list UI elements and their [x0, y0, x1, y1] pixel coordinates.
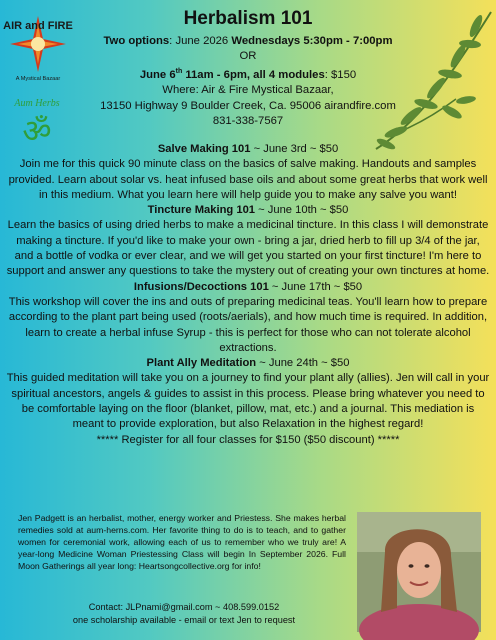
section-heading: [6, 280, 490, 295]
register-offer: ***** Register for all four classes for $150 ($50 discount) *****: [96, 433, 400, 446]
section-date: ~ June 24th ~ $50: [256, 357, 350, 370]
section-date: ~ June 10th ~ $50: [255, 204, 349, 217]
airfire-logo-tagline: A Mystical Bazaar: [15, 76, 61, 82]
options-label: Two options: [103, 35, 170, 47]
section-title: Infusions/Decoctions 101: [133, 280, 269, 293]
section-heading: [6, 203, 490, 218]
instructor-photo: [357, 512, 481, 632]
section-title: Salve Making 101: [157, 143, 251, 155]
scholarship-line: one scholarship available - email or text Jen to request: [72, 614, 296, 625]
june6-label: June 6: [139, 69, 176, 82]
section-title: Tincture Making 101: [147, 204, 256, 217]
airfire-logo-text: AIR and FIRE: [3, 20, 73, 32]
june6-sup: th: [175, 68, 183, 76]
june6-line: [80, 64, 416, 83]
address-line: 13150 Highway 9 Boulder Creek, Ca. 95006 airandfire.com: [100, 99, 396, 112]
section-body: Join me for this quick 90 minute class on the basics of salve making. Handouts and samples provided. Learn about solar vs. heat infused base oils and about some great herbs that work well in this medium. What you learn here will help guide you to make any salve you want!: [8, 158, 488, 201]
schedule-header: [80, 34, 416, 129]
june6-price: : $150: [324, 69, 357, 82]
section-title: Plant Ally Meditation: [146, 357, 257, 370]
or-line: OR: [239, 50, 257, 63]
class-sections: [6, 142, 490, 448]
contact-line: Contact: JLPnami@gmail.com ~ 408.599.0152: [88, 602, 280, 612]
options-day-time: Wednesdays 5:30pm - 7:00pm: [231, 35, 393, 47]
phone-line: 831-338-7567: [212, 114, 284, 127]
section-heading: [6, 142, 490, 157]
where-line: Where: Air & Fire Mystical Bazaar,: [162, 84, 334, 97]
section-date: ~ June 3rd ~ $50: [250, 143, 339, 155]
section-body: Learn the basics of using dried herbs to make a medicinal tincture. In this class I will demonstrate making a tincture. If you'd like to make your own - bring a jar, dried herb to fill up 3/4 of the jar, and a bottle of vodka or ever clear, and we will get you started on your first tincture! I'm here to support and answer any questions to take the mystery out of creating your own tinctures at home.: [6, 219, 490, 278]
june6-rest: 11am - 6pm, all 4 modules: [182, 69, 325, 82]
contact-block: [14, 601, 354, 626]
section-heading: [6, 356, 490, 371]
options-line: [80, 34, 416, 49]
om-symbol-icon: ॐ: [22, 112, 52, 150]
section-date: ~ June 17th ~ $50: [268, 280, 363, 293]
aum-herbs-logo-text: Aum Herbs: [14, 98, 60, 109]
instructor-bio: Jen Padgett is an herbalist, mother, energy worker and Priestess. She makes herbal remedies sold at aum-herns.com. Her favorite thing to do is to teach, and to gather women for ceremonial work, allowing each of us to remember who we truly are! A year-long Medicine Woman Priestessing Class will begin In September 2026. Full Moon Gatherings all year long: Heartsongcollective.org for info!: [18, 513, 346, 571]
section-body: This guided meditation will take you on a journey to find your plant ally (allies). Jen will call in your spiritual ancestors, angels & guides to assist in this process. Please bring whatever you need to be comfortable laying on the floor (blanket, pillow, mat, etc.) and a journal. This mediation is meant to provide exploration, but also Relaxation in the highest regard!: [6, 372, 490, 431]
options-date: : June 2026: [169, 35, 232, 47]
section-body: This workshop will cover the ins and outs of preparing medicinal teas. You'll learn how to prepare according to the plant part being used (roots/aerials), and how much time is required. In addition, learn to create a herbal infuse Syrup - this is perfect for those who can not tolerate alcohol extractions.: [8, 295, 488, 354]
page-title: Herbalism 101: [183, 8, 313, 29]
